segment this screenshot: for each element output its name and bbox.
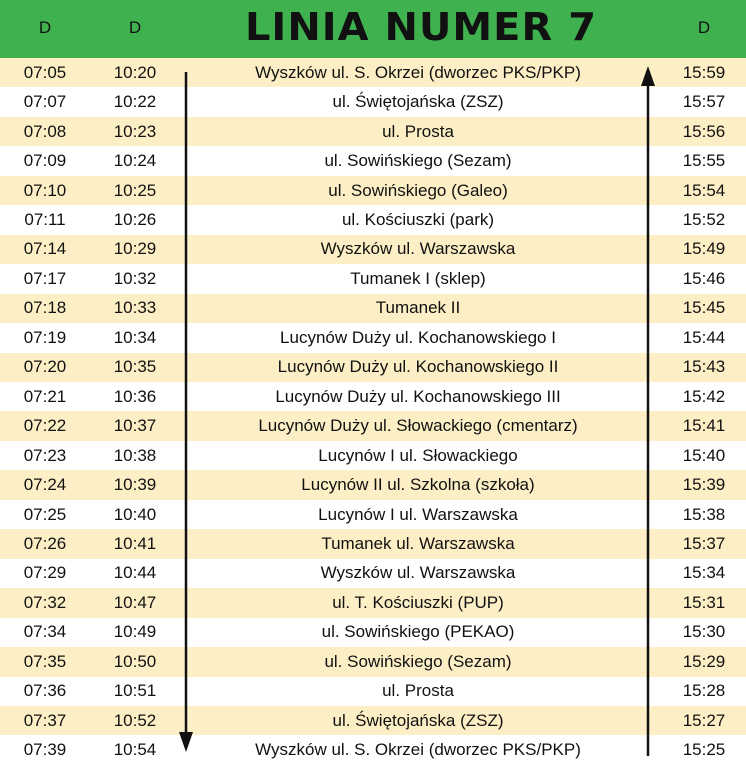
table-row	[0, 500, 746, 529]
table-row	[0, 176, 746, 205]
table-row	[0, 146, 746, 175]
stop-name: ul. Sowińskiego (Sezam)	[324, 151, 512, 171]
return-time: 15:44	[682, 327, 726, 347]
departure-time-1: 07:21	[23, 386, 67, 406]
table-row	[0, 559, 746, 588]
departure-time-2: 10:50	[113, 651, 157, 671]
table-row	[0, 353, 746, 382]
table-row	[0, 735, 746, 764]
departure-time-1: 07:11	[24, 209, 66, 229]
return-time: 15:25	[682, 740, 726, 760]
return-time: 15:52	[682, 209, 726, 229]
departure-time-2: 10:38	[113, 445, 157, 465]
departure-time-2: 10:41	[113, 533, 157, 553]
stop-name: Wyszków ul. S. Okrzei (dworzec PKS/PKP)	[255, 62, 581, 82]
stop-name: ul. Świętojańska (ZSZ)	[332, 92, 504, 112]
stop-name: ul. Sowińskiego (PEKAO)	[321, 622, 515, 642]
stop-name: ul. T. Kościuszki (PUP)	[332, 592, 504, 612]
table-row	[0, 294, 746, 323]
departure-time-2: 10:49	[113, 622, 157, 642]
table-row	[0, 529, 746, 558]
stop-name: Wyszków ul. Warszawska	[320, 563, 516, 583]
departure-time-1: 07:19	[23, 327, 67, 347]
departure-time-1: 07:20	[23, 357, 67, 377]
departure-time-2: 10:23	[113, 121, 157, 141]
stop-name: ul. Prosta	[382, 121, 454, 141]
departure-time-2: 10:33	[113, 298, 157, 318]
departure-time-2: 10:26	[113, 209, 157, 229]
return-time: 15:41	[682, 416, 726, 436]
stop-name: Wyszków ul. S. Okrzei (dworzec PKS/PKP)	[255, 740, 581, 760]
departure-time-1: 07:18	[23, 298, 67, 318]
return-time: 15:45	[682, 298, 726, 318]
departure-time-2: 10:40	[113, 504, 157, 524]
column-header-d-1: D	[38, 18, 52, 37]
table-row	[0, 205, 746, 234]
return-time: 15:43	[682, 357, 726, 377]
return-time: 15:29	[682, 651, 726, 671]
departure-time-2: 10:22	[113, 92, 157, 112]
departure-time-1: 07:22	[23, 416, 67, 436]
stop-name: ul. Prosta	[382, 681, 454, 701]
departure-time-1: 07:29	[23, 563, 67, 583]
table-row	[0, 382, 746, 411]
stop-name: ul. Sowińskiego (Sezam)	[324, 651, 512, 671]
stop-name: Lucynów Duży ul. Słowackiego (cmentarz)	[258, 416, 578, 436]
departure-time-2: 10:32	[113, 268, 157, 288]
return-time: 15:54	[682, 180, 726, 200]
stop-name: Lucynów Duży ul. Kochanowskiego II	[277, 357, 559, 377]
stop-name: Tumanek I (sklep)	[350, 268, 486, 288]
departure-time-2: 10:47	[113, 592, 157, 612]
departure-time-1: 07:37	[23, 710, 67, 730]
return-time: 15:40	[682, 445, 726, 465]
return-time: 15:49	[682, 239, 726, 259]
table-row	[0, 706, 746, 735]
return-time: 15:46	[682, 268, 726, 288]
stop-name: Tumanek II	[375, 298, 461, 318]
stop-name: ul. Kościuszki (park)	[341, 209, 495, 229]
return-time: 15:27	[682, 710, 726, 730]
departure-time-1: 07:08	[23, 121, 67, 141]
departure-time-1: 07:34	[23, 622, 67, 642]
departure-time-1: 07:25	[23, 504, 67, 524]
table-row	[0, 677, 746, 706]
timetable-rows	[0, 58, 746, 765]
return-time: 15:59	[682, 62, 726, 82]
departure-time-2: 10:39	[113, 475, 157, 495]
table-row	[0, 588, 746, 617]
column-header-d-3: D	[697, 18, 711, 37]
table-row	[0, 647, 746, 676]
departure-time-1: 07:26	[23, 533, 67, 553]
departure-time-1: 07:32	[23, 592, 67, 612]
departure-time-2: 10:34	[113, 327, 157, 347]
departure-time-1: 07:05	[23, 62, 67, 82]
stop-name: Wyszków ul. Warszawska	[320, 239, 516, 259]
return-time: 15:56	[682, 121, 726, 141]
stop-name: Lucynów I ul. Słowackiego	[318, 445, 518, 465]
departure-time-1: 07:23	[23, 445, 67, 465]
timetable-header	[0, 0, 746, 58]
departure-time-1: 07:10	[23, 180, 67, 200]
return-time: 15:30	[682, 622, 726, 642]
stop-name: ul. Sowińskiego (Galeo)	[328, 180, 508, 200]
return-time: 15:37	[682, 533, 726, 553]
return-time: 15:38	[682, 504, 726, 524]
departure-time-2: 10:20	[113, 62, 157, 82]
return-time: 15:34	[682, 563, 726, 583]
stop-name: Lucynów Duży ul. Kochanowskiego III	[275, 386, 561, 406]
departure-time-2: 10:52	[113, 710, 157, 730]
return-time: 15:55	[682, 151, 726, 171]
arrow-up-icon	[638, 66, 658, 756]
return-time: 15:28	[682, 681, 726, 701]
departure-time-2: 10:35	[113, 357, 157, 377]
table-row	[0, 441, 746, 470]
arrow-down-icon	[176, 72, 196, 752]
departure-time-2: 10:29	[113, 239, 157, 259]
table-row	[0, 87, 746, 116]
return-time: 15:31	[682, 592, 726, 612]
table-row	[0, 235, 746, 264]
stop-name: Lucynów II ul. Szkolna (szkoła)	[301, 475, 535, 495]
stop-name: Lucynów Duży ul. Kochanowskiego I	[280, 327, 556, 347]
return-time: 15:57	[682, 92, 726, 112]
departure-time-2: 10:44	[113, 563, 157, 583]
departure-time-1: 07:35	[23, 651, 67, 671]
table-row	[0, 323, 746, 352]
departure-time-1: 07:09	[23, 151, 67, 171]
table-row	[0, 411, 746, 440]
departure-time-2: 10:51	[113, 681, 157, 701]
departure-time-2: 10:37	[113, 416, 157, 436]
table-row	[0, 470, 746, 499]
departure-time-2: 10:25	[113, 180, 157, 200]
departure-time-1: 07:39	[23, 740, 67, 760]
stop-name: Lucynów I ul. Warszawska	[318, 504, 518, 524]
departure-time-2: 10:24	[113, 151, 157, 171]
column-header-d-2: D	[128, 18, 142, 37]
stop-name: ul. Świętojańska (ZSZ)	[332, 710, 504, 730]
stop-name: Tumanek ul. Warszawska	[321, 533, 515, 553]
departure-time-1: 07:17	[23, 268, 67, 288]
departure-time-1: 07:36	[23, 681, 67, 701]
departure-time-1: 07:24	[23, 475, 67, 495]
table-row	[0, 58, 746, 87]
page-title: LINIA NUMER 7	[244, 5, 598, 49]
return-time: 15:42	[682, 386, 726, 406]
departure-time-1: 07:07	[23, 92, 67, 112]
departure-time-2: 10:54	[113, 740, 157, 760]
table-row	[0, 117, 746, 146]
departure-time-2: 10:36	[113, 386, 157, 406]
return-time: 15:39	[682, 475, 726, 495]
table-row	[0, 618, 746, 647]
departure-time-1: 07:14	[23, 239, 67, 259]
table-row	[0, 264, 746, 293]
